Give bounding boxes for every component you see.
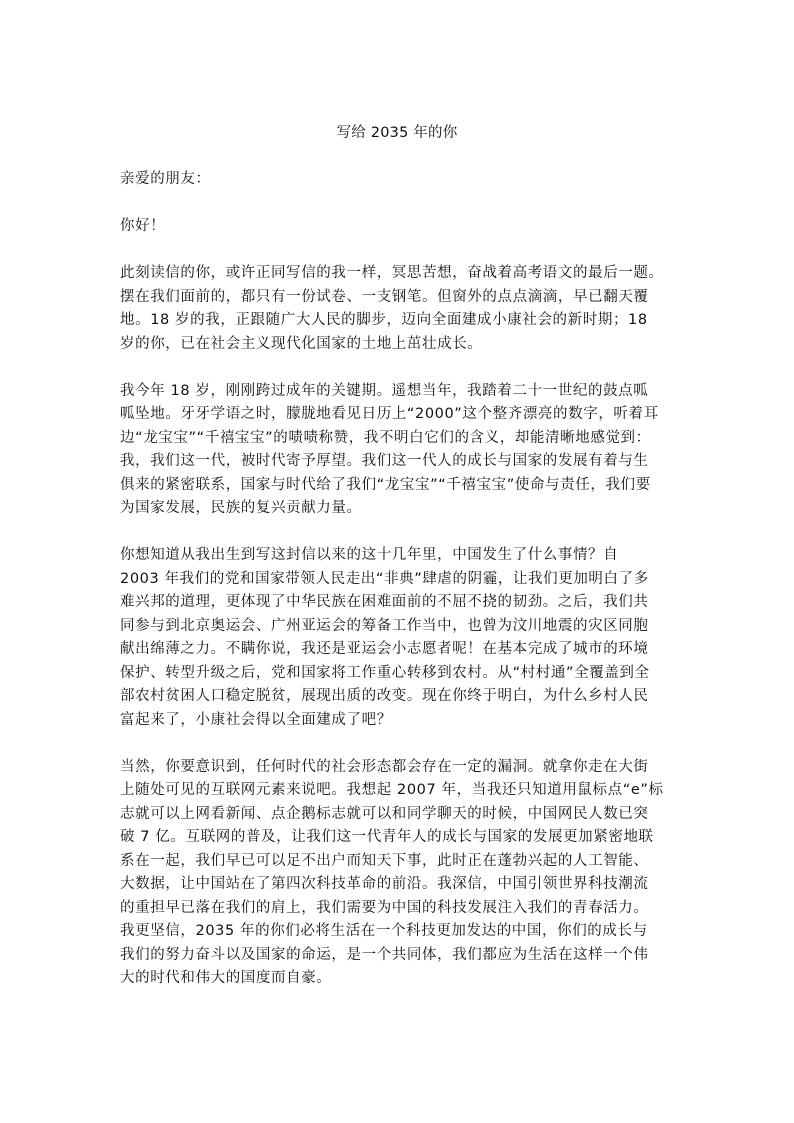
paragraph-gap <box>120 192 688 216</box>
paragraph-1 <box>120 262 688 356</box>
letter-body <box>120 168 688 991</box>
paragraph-line: 我今年 18 岁，刚刚跨过成年的关键期。遥想当年，我踏着二十一世纪的鼓点呱 <box>120 382 649 399</box>
paragraph-line: 保护、转型升级之后，党和国家将工作重心转移到农村。从“村村通”全覆盖到全 <box>120 664 650 681</box>
paragraph-line: 地。18 岁的我，正跟随广大人民的脚步，迈向全面建成小康社会的新时期；18 <box>120 312 648 328</box>
salutation-line: 你好！ <box>120 218 166 234</box>
paragraph-line: 我们的努力奋斗以及国家的命运，是一个共同体，我们都应为生活在这样一个伟 <box>120 946 649 963</box>
paragraph-2 <box>120 380 688 521</box>
paragraph-line: 呱坠地。牙牙学语之时，朦胧地看见日历上“2000”这个整齐漂亮的数字，听着耳 <box>120 406 659 422</box>
paragraph-line: 大数据，让中国站在了第四次科技革命的前沿。我深信，中国引领世界科技潮流 <box>120 876 649 892</box>
paragraph-3 <box>120 544 688 732</box>
paragraph-line: 同参与到北京奥运会、广州亚运会的筹备工作当中，也曾为汶川地震的灾区同胞 <box>120 617 649 634</box>
paragraph-line: 系在一起，我们早已可以足不出户而知天下事，此时正在蓬勃兴起的人工智能、 <box>120 852 649 869</box>
paragraph-line: 此刻读信的你，或许正同写信的我一样，冥思苦想，奋战着高考语文的最后一题。 <box>120 265 664 281</box>
letter-title: 写给 2035 年的你 <box>336 125 458 141</box>
paragraph-line: 边“龙宝宝”“千禧宝宝”的啧啧称赞，我不明白它们的含义，却能清晰地感觉到： <box>120 429 651 446</box>
paragraph-line: 我更坚信，2035 年的你们必将生活在一个科技更加发达的中国，你们的成长与 <box>120 923 648 939</box>
paragraph-gap <box>120 521 688 545</box>
paragraph-line: 志就可以上网看新闻、点企鹅标志就可以和同学聊天的时候，中国网民人数已突 <box>120 805 649 822</box>
paragraph-line: 为国家发展，民族的复兴贡献力量。 <box>120 500 362 516</box>
paragraph-line: 富起来了，小康社会得以全面建成了吧？ <box>120 711 392 728</box>
paragraph-line: 岁的你，已在社会主义现代化国家的土地上茁壮成长。 <box>120 335 483 352</box>
paragraph-line: 2003 年我们的党和国家带领人民走出“非典”肆虐的阴霾，让我们更加明白了多 <box>120 570 649 587</box>
paragraph-line: 俱来的紧密联系，国家与时代给了我们“龙宝宝”“千禧宝宝”使命与责任，我们要 <box>120 476 651 493</box>
paragraph-gap <box>120 732 688 756</box>
paragraph-line: 摆在我们面前的，都只有一份试卷、一支钢笔。但窗外的点点滴滴，早已翻天覆 <box>120 288 649 305</box>
paragraph-line: 我，我们这一代，被时代寄予厚望。我们这一代人的成长与国家的发展有着与生 <box>120 453 649 469</box>
paragraph-line: 上随处可见的互联网元素来说吧。我想起 2007 年，当我还只知道用鼠标点“e”标 <box>120 782 664 798</box>
paragraph-4 <box>120 756 688 991</box>
paragraph-line: 你想知道从我出生到写这封信以来的这十几年里，中国发生了什么事情？自 <box>120 547 619 563</box>
paragraph-gap <box>120 356 688 380</box>
greeting-line: 亲爱的朋友： <box>120 171 211 187</box>
paragraph-line: 的重担早已落在我们的肩上，我们需要为中国的科技发展注入我们的青春活力。 <box>120 899 649 916</box>
paragraph-line: 破 7 亿。互联网的普及，让我们这一代青年人的成长与国家的发展更加紧密地联 <box>120 829 654 845</box>
paragraph-line: 难兴邦的道理，更体现了中华民族在困难面前的不屈不挠的韧劲。之后，我们共 <box>120 594 649 610</box>
paragraph-gap <box>120 239 688 263</box>
paragraph-line: 献出绵薄之力。不瞒你说，我还是亚运会小志愿者呢！在基本完成了城市的环境 <box>120 641 649 657</box>
paragraph-line: 当然，你要意识到，任何时代的社会形态都会存在一定的漏洞。就拿你走在大街 <box>120 758 649 775</box>
paragraph-line: 部农村贫困人口稳定脱贫，展现出质的改变。现在你终于明白，为什么乡村人民 <box>120 688 649 704</box>
paragraph-line: 大的时代和伟大的国度而自豪。 <box>120 970 332 986</box>
